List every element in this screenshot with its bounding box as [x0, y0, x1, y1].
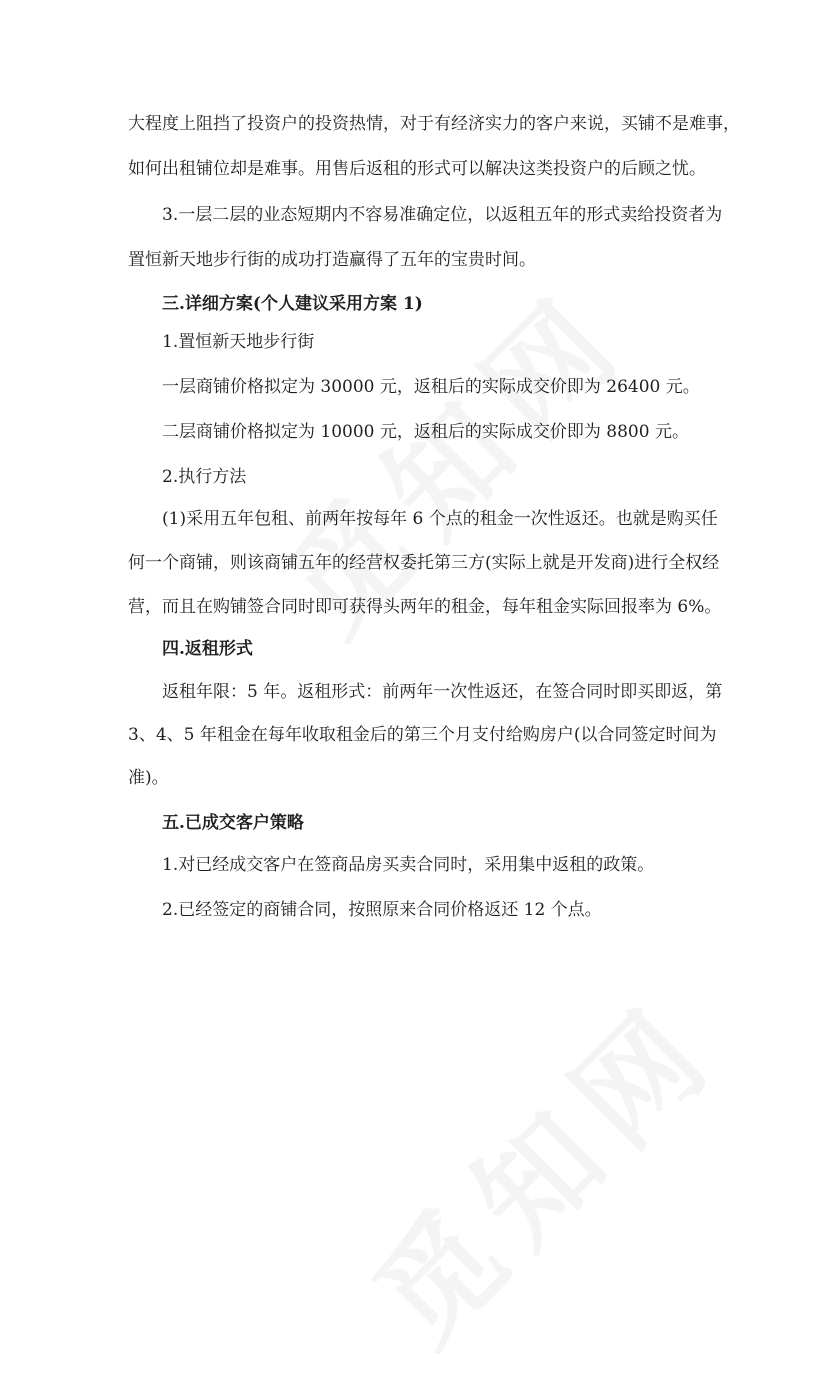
paragraph-line: 置恒新天地步行街的成功打造赢得了五年的宝贵时间。 — [128, 250, 536, 270]
watermark — [331, 957, 750, 1375]
subsection-title: 2.执行方法 — [162, 467, 247, 487]
paragraph-line: 营，而且在购铺签合同时即可获得头两年的租金，每年租金实际回报率为 6%。 — [128, 597, 722, 617]
paragraph-line: 准)。 — [128, 768, 169, 788]
paragraph-line: 返租年限：5 年。返租形式：前两年一次性返还，在签合同时即买即返，第 — [162, 682, 723, 702]
paragraph-line: 大程度上阻挡了投资户的投资热情，对于有经济实力的客户来说，买铺不是难事， — [128, 114, 740, 134]
paragraph-line: 二层商铺价格拟定为 10000 元，返租后的实际成交价即为 8800 元。 — [162, 422, 689, 442]
paragraph-line: 如何出租铺位却是难事。用售后返租的形式可以解决这类投资户的后顾之忧。 — [128, 159, 706, 179]
paragraph-line: 2.已经签定的商铺合同，按照原来合同价格返还 12 个点。 — [162, 900, 602, 920]
section-heading: 四.返租形式 — [162, 639, 253, 659]
section-heading: 五.已成交客户策略 — [162, 813, 304, 833]
paragraph-line: (1)采用五年包租、前两年按每年 6 个点的租金一次性返还。也就是购买任 — [162, 509, 718, 529]
paragraph-line: 3.一层二层的业态短期内不容易准确定位，以返租五年的形式卖给投资者为 — [162, 205, 723, 225]
paragraph-line: 3、4、5 年租金在每年收取租金后的第三个月支付给购房户(以合同签定时间为 — [128, 725, 717, 745]
paragraph-line: 何一个商铺，则该商铺五年的经营权委托第三方(实际上就是开发商)进行全权经 — [128, 553, 720, 573]
paragraph-line: 一层商铺价格拟定为 30000 元，返租后的实际成交价即为 26400 元。 — [162, 377, 700, 397]
subsection-title: 1.置恒新天地步行街 — [162, 332, 315, 352]
paragraph-line: 1.对已经成交客户在签商品房买卖合同时，采用集中返租的政策。 — [162, 855, 655, 875]
section-heading: 三.详细方案(个人建议采用方案 1) — [162, 294, 423, 314]
